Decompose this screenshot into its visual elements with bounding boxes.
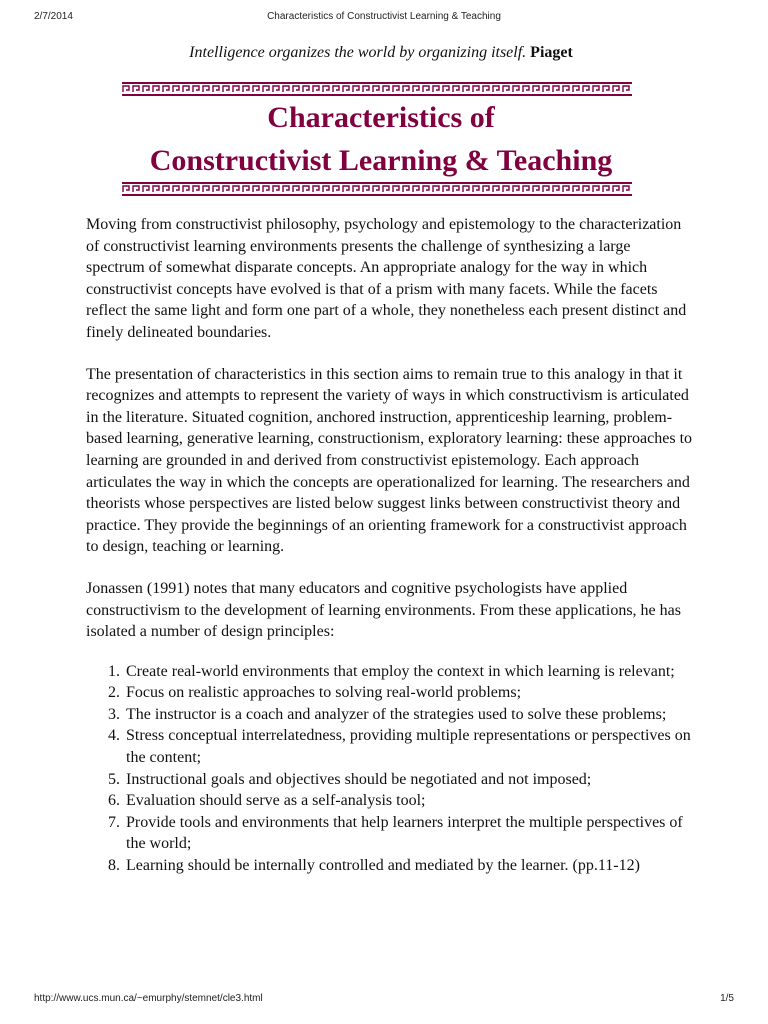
list-item: 1. Create real-world environments that employ the context in which learning is relevant; [124,661,692,683]
list-item: 7. Provide tools and environments that help learners interpret the multiple perspectives of the world; [124,812,692,855]
page-number: 1/5 [720,993,734,1004]
epigraph-text: Intelligence organizes the world by organizing itself. [189,44,527,61]
epigraph-author: Piaget [530,44,573,61]
paragraph-jonassen: Jonassen (1991) notes that many educators and cognitive psychologists have applied constructivism to the development of learning environments. From these applications, he has isolated a number of design principles: [86,579,681,641]
page-title-line-1: Characteristics of [267,101,495,134]
paragraph-intro: Moving from constructivist philosophy, psychology and epistemology to the characterization of constructivist learning environments presents the challenge of synthesizing a large spectrum of somewhat disparate concepts. An appropriate analogy for the way in which constructivist concepts have evolved is that of a prism with many facets. While the facets reflect the same light and form one part of a whole, they nonetheless each present distinct and finely delineated boundaries. [86,216,687,341]
design-principles-list [86,661,692,877]
print-date: 2/7/2014 [34,11,73,22]
epigraph [86,40,676,66]
page-title-line-2: Constructivist Learning & Teaching [149,144,613,177]
print-page-title: Characteristics of Constructivist Learning & Teaching [267,11,501,22]
print-header [0,0,768,24]
list-item: 8. Learning should be internally controlled and mediated by the learner. (pp.11-12) [124,855,692,877]
list-item: 5. Instructional goals and objectives should be negotiated and not imposed; [124,769,692,791]
list-item: 3. The instructor is a coach and analyzer of the strategies used to solve these problems; [124,704,692,726]
greek-key-border-icon [122,182,632,196]
list-item: 4. Stress conceptual interrelatedness, providing multiple representations or perspectives on the content; [124,725,692,768]
list-item: 6. Evaluation should serve as a self-analysis tool; [124,790,692,812]
source-url: http://www.ucs.mun.ca/~emurphy/stemnet/cle3.html [34,993,263,1004]
paragraph-presentation: The presentation of characteristics in this section aims to remain true to this analogy in that it recognizes and attempts to represent the variety of ways in which constructivism is articulated in the literature. Situated cognition, anchored instruction, apprenticeship learning, problem-based learning, generative learning, constructionism, exploratory learning: these approaches to learning are grounded in and derived from constructivist epistemology. Each approach articulates the way in which the concepts are operationalized for learning. The researchers and theorists whose perspectives are listed below suggest links between constructivist theory and practice. They provide the beginnings of an orienting framework for a constructivist approach to design, teaching or learning. [86,365,693,556]
list-item: 2. Focus on realistic approaches to solving real-world problems; [124,682,692,704]
greek-key-border-icon [122,82,632,96]
page-title [86,96,676,182]
print-footer [0,988,768,1012]
document-content [86,40,692,877]
